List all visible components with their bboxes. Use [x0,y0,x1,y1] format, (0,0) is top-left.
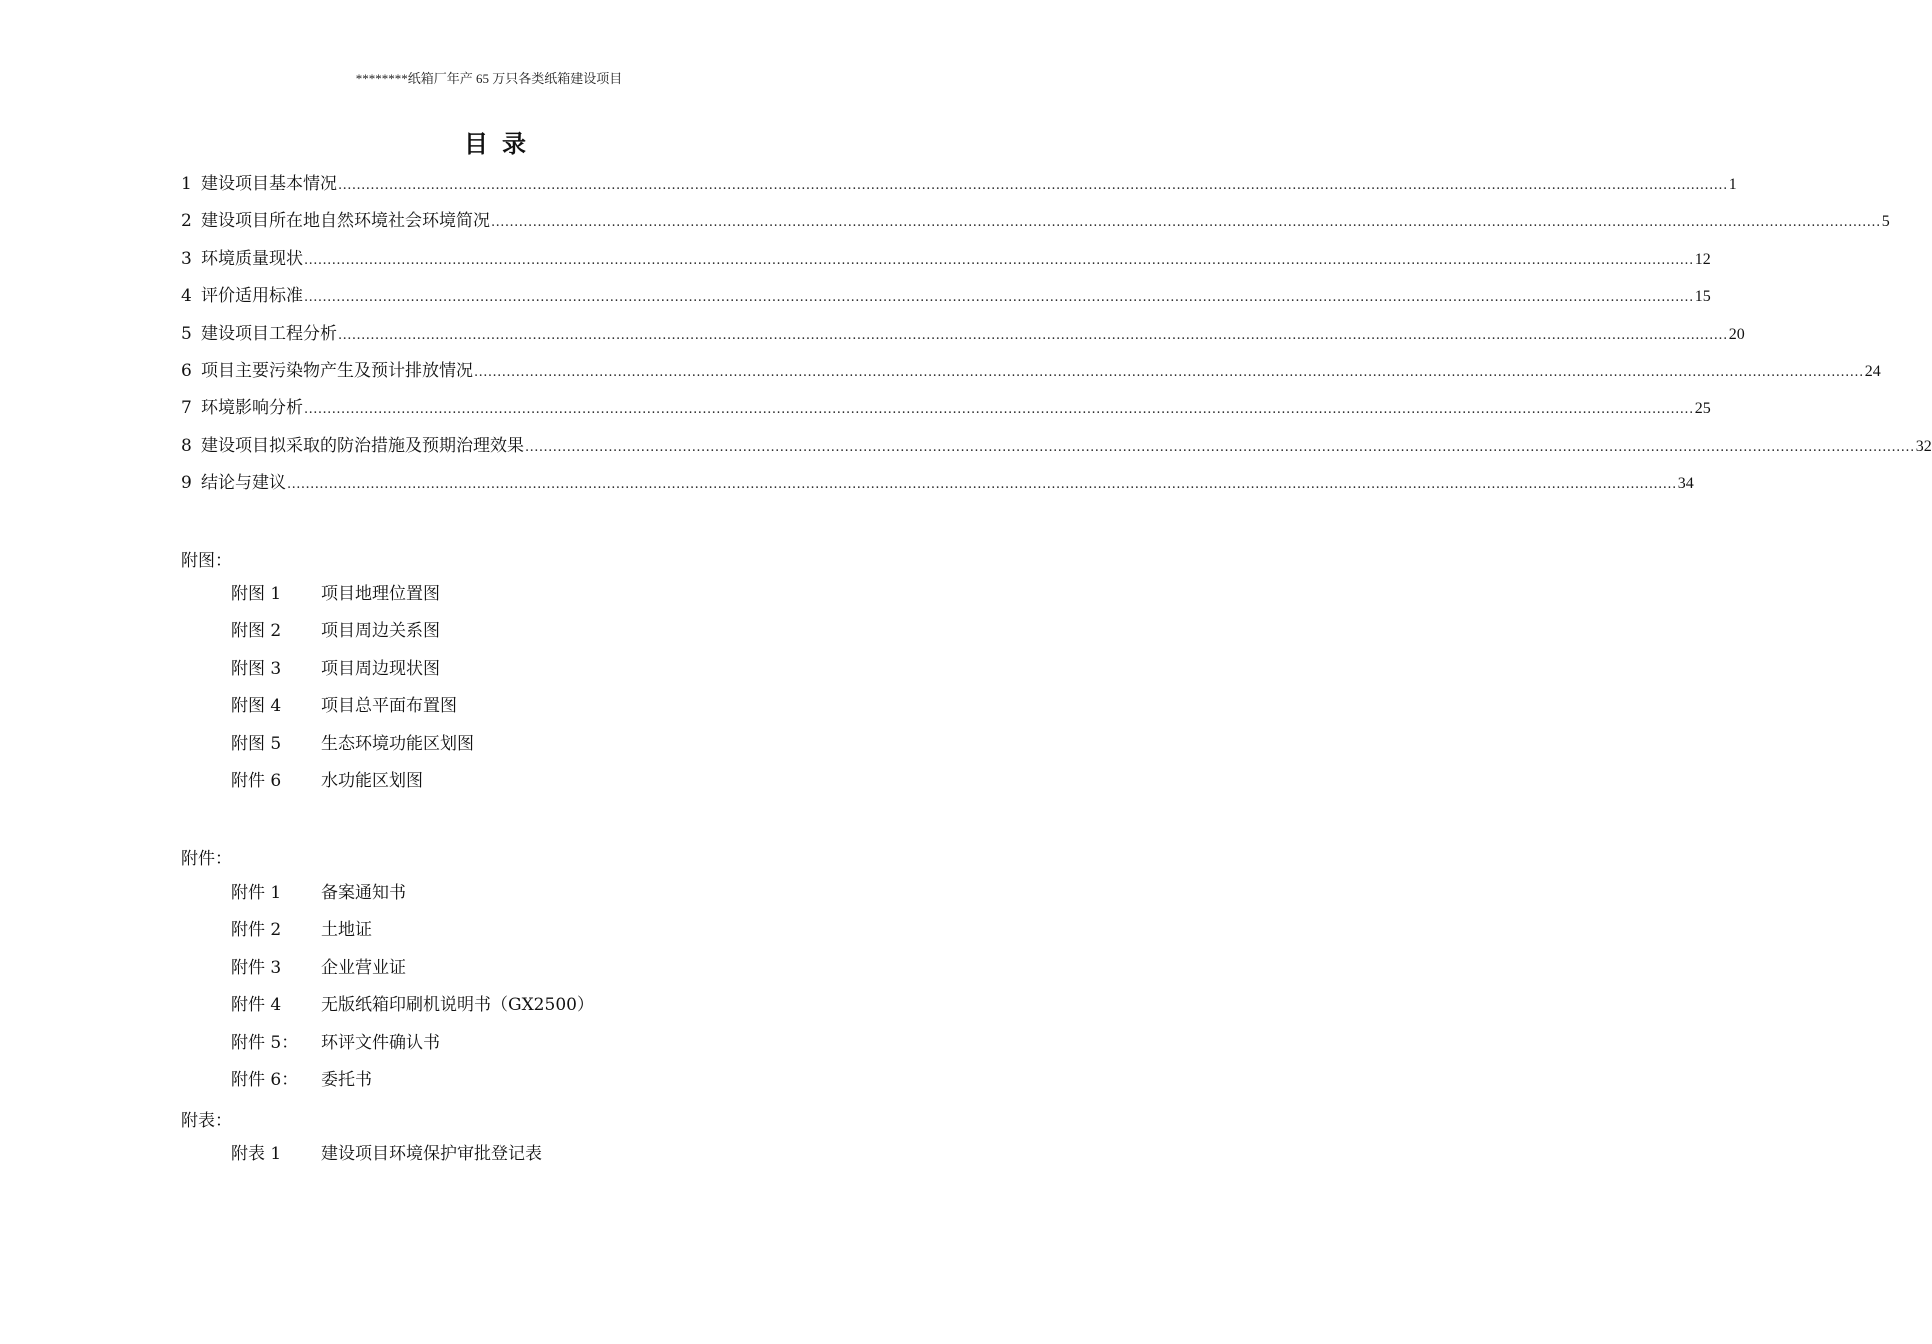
list-item[interactable] [231,730,474,767]
toc-label: 项目主要污染物产生及预计排放情况 [201,360,473,381]
list-item[interactable] [231,879,594,916]
toc-entry[interactable] [181,357,1881,394]
item-code: 附图 4 [231,696,282,717]
item-title: 项目周边现状图 [321,658,440,679]
attachments-heading: 附件： [181,849,232,869]
tables-list [231,1140,542,1177]
toc-entry[interactable] [181,320,1745,357]
toc-leader: ............................................................................................................................................................................................................................................................................................................ [338,327,1728,343]
toc-number: 4 [181,286,192,307]
toc-leader: ............................................................................................................................................................................................................................................................................................................ [491,215,1881,231]
item-code: 附件 4 [231,995,282,1016]
item-code: 附表 1 [231,1144,282,1164]
item-title: 生态环境功能区划图 [321,733,474,754]
list-item[interactable] [231,1140,542,1177]
toc-page-number: 20 [1728,325,1745,343]
toc-label: 环境影响分析 [201,398,303,419]
item-title: 环评文件确认书 [321,1032,440,1053]
toc-leader: ............................................................................................................................................................................................................................................................................................................ [304,290,1694,306]
list-item[interactable] [231,991,594,1028]
item-title: 无版纸箱印刷机说明书（GX2500） [321,995,594,1016]
toc-number: 2 [181,211,192,232]
item-title: 项目地理位置图 [321,584,440,604]
item-code: 附件 2 [231,920,282,941]
toc-page-number: 1 [1728,176,1737,193]
item-title: 企业营业证 [321,957,406,978]
toc-number: 8 [181,435,192,456]
figures-heading: 附图： [181,551,232,571]
toc-leader: ............................................................................................................................................................................................................................................................................................................ [304,252,1694,268]
list-item[interactable] [231,580,474,617]
list-item[interactable] [231,655,474,692]
toc-number: 7 [181,398,192,419]
item-code: 附图 1 [231,584,282,604]
page-title: 目录 [464,129,540,158]
item-title: 委托书 [321,1069,372,1090]
toc-leader: ............................................................................................................................................................................................................................................................................................................ [338,178,1728,193]
toc-page-number: 15 [1694,288,1711,306]
item-title: 水功能区划图 [321,770,423,791]
page-header: ********纸箱厂年产 65 万只各类纸箱建设项目 [355,71,623,86]
toc-entry[interactable] [181,207,1890,244]
toc-entry[interactable] [181,469,1694,506]
list-item[interactable] [231,1066,594,1103]
item-code: 附图 5 [231,733,282,754]
figures-list [231,580,474,804]
toc-page-number: 25 [1694,400,1711,418]
toc-leader: ............................................................................................................................................................................................................................................................................................................ [287,477,1677,493]
item-code: 附件 1 [231,883,282,903]
list-item[interactable] [231,692,474,729]
item-title: 建设项目环境保护审批登记表 [321,1144,542,1164]
table-of-contents [181,170,1932,507]
toc-entry[interactable] [181,282,1711,319]
list-item[interactable] [231,767,474,804]
item-code: 附图 3 [231,658,282,679]
toc-label: 评价适用标准 [201,286,303,307]
item-title: 备案通知书 [321,883,406,903]
toc-label: 结论与建议 [201,473,286,494]
toc-number: 9 [181,473,192,494]
toc-label: 环境质量现状 [201,248,303,269]
toc-entry[interactable] [181,245,1711,282]
item-code: 附件 5： [231,1032,299,1053]
toc-leader: ............................................................................................................................................................................................................................................................................................................ [525,439,1915,455]
toc-page-number: 32 [1915,437,1932,455]
toc-label: 建设项目工程分析 [201,323,337,344]
toc-page-number: 5 [1881,213,1890,231]
tables-heading: 附表： [181,1111,232,1131]
toc-label: 建设项目拟采取的防治措施及预期治理效果 [201,435,524,456]
toc-number: 6 [181,360,192,381]
attachments-list [231,879,594,1103]
toc-entry[interactable] [181,394,1711,431]
list-item[interactable] [231,1029,594,1066]
toc-entry[interactable] [181,170,1737,207]
item-code: 附件 3 [231,957,282,978]
item-code: 附图 2 [231,621,282,642]
list-item[interactable] [231,916,594,953]
item-title: 项目周边关系图 [321,621,440,642]
list-item[interactable] [231,617,474,654]
toc-number: 3 [181,248,192,269]
toc-page-number: 34 [1677,475,1694,493]
item-title: 项目总平面布置图 [321,696,457,717]
toc-leader: ............................................................................................................................................................................................................................................................................................................ [474,364,1864,380]
toc-label: 建设项目所在地自然环境社会环境简况 [201,211,490,232]
toc-label: 建设项目基本情况 [201,174,337,194]
item-code: 附件 6 [231,770,282,791]
toc-entry[interactable] [181,432,1932,469]
toc-page-number: 24 [1864,362,1881,380]
item-code: 附件 6： [231,1069,299,1090]
toc-leader: ............................................................................................................................................................................................................................................................................................................ [304,402,1694,418]
toc-page-number: 12 [1694,250,1711,268]
item-title: 土地证 [321,920,372,941]
toc-number: 5 [181,323,192,344]
toc-number: 1 [181,174,192,194]
list-item[interactable] [231,954,594,991]
